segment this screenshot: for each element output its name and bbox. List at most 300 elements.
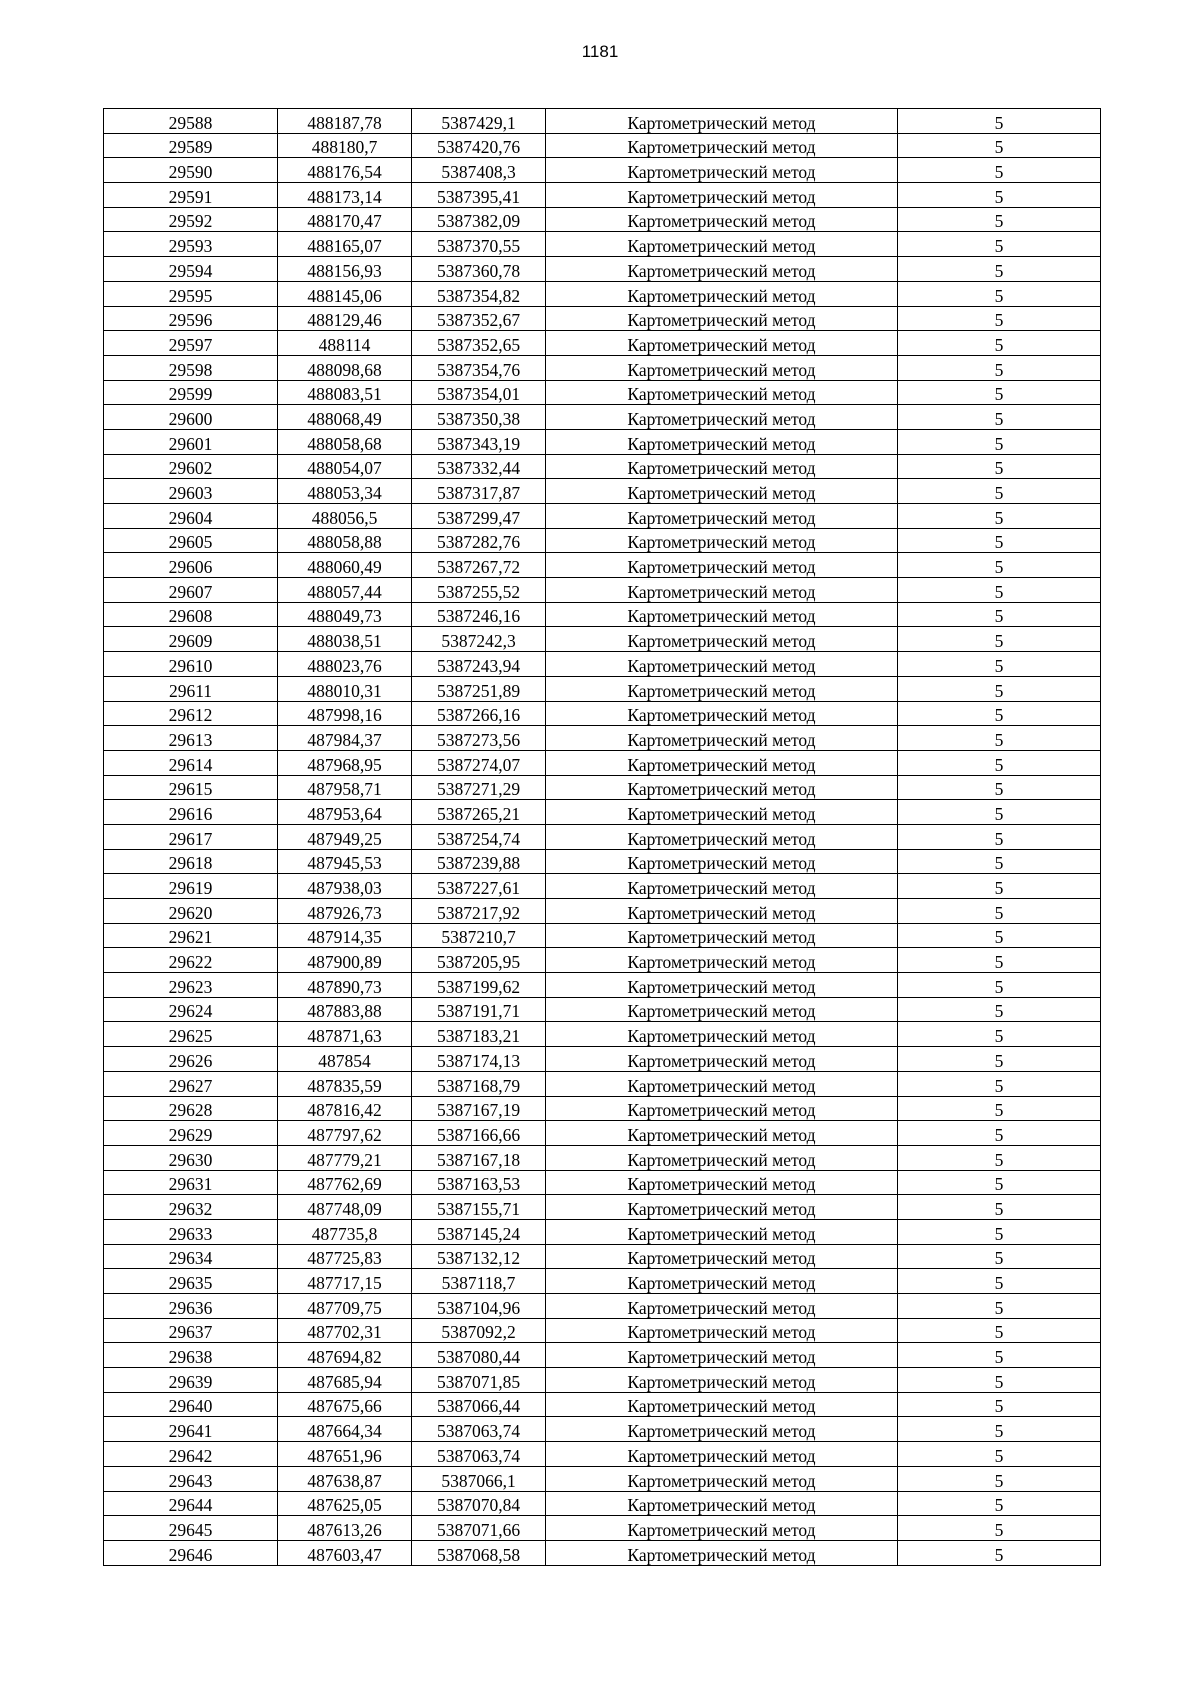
y-coordinate-cell: 5387205,95 (412, 948, 546, 973)
x-coordinate-cell: 488170,47 (278, 207, 412, 232)
table-row (104, 183, 1101, 208)
point-number-cell: 29615 (104, 775, 278, 800)
table-row (104, 133, 1101, 158)
table-row (104, 948, 1101, 973)
accuracy-cell: 5 (898, 1121, 1101, 1146)
y-coordinate-cell: 5387118,7 (412, 1269, 546, 1294)
point-number-cell: 29614 (104, 750, 278, 775)
y-coordinate-cell: 5387174,13 (412, 1047, 546, 1072)
point-number-cell: 29628 (104, 1096, 278, 1121)
y-coordinate-cell: 5387071,85 (412, 1368, 546, 1393)
method-cell: Картометрический метод (546, 183, 898, 208)
accuracy-cell: 5 (898, 504, 1101, 529)
point-number-cell: 29609 (104, 627, 278, 652)
accuracy-cell: 5 (898, 1516, 1101, 1541)
point-number-cell: 29632 (104, 1195, 278, 1220)
method-cell: Картометрический метод (546, 133, 898, 158)
method-cell: Картометрический метод (546, 750, 898, 775)
table-row (104, 1417, 1101, 1442)
table-row (104, 454, 1101, 479)
method-cell: Картометрический метод (546, 306, 898, 331)
table-row (104, 627, 1101, 652)
accuracy-cell: 5 (898, 232, 1101, 257)
method-cell: Картометрический метод (546, 479, 898, 504)
table-row (104, 1145, 1101, 1170)
x-coordinate-cell: 487958,71 (278, 775, 412, 800)
accuracy-cell: 5 (898, 405, 1101, 430)
table-row (104, 652, 1101, 677)
x-coordinate-cell: 488180,7 (278, 133, 412, 158)
method-cell: Картометрический метод (546, 158, 898, 183)
point-number-cell: 29636 (104, 1294, 278, 1319)
accuracy-cell: 5 (898, 1244, 1101, 1269)
y-coordinate-cell: 5387354,01 (412, 380, 546, 405)
point-number-cell: 29613 (104, 726, 278, 751)
method-cell: Картометрический метод (546, 1269, 898, 1294)
table-row (104, 1368, 1101, 1393)
method-cell: Картометрический метод (546, 948, 898, 973)
accuracy-cell: 5 (898, 1318, 1101, 1343)
point-number-cell: 29643 (104, 1466, 278, 1491)
table-row (104, 1170, 1101, 1195)
method-cell: Картометрический метод (546, 997, 898, 1022)
x-coordinate-cell: 487702,31 (278, 1318, 412, 1343)
x-coordinate-cell: 487914,35 (278, 923, 412, 948)
x-coordinate-cell: 487603,47 (278, 1540, 412, 1565)
y-coordinate-cell: 5387080,44 (412, 1343, 546, 1368)
y-coordinate-cell: 5387273,56 (412, 726, 546, 751)
accuracy-cell: 5 (898, 1219, 1101, 1244)
accuracy-cell: 5 (898, 479, 1101, 504)
x-coordinate-cell: 487816,42 (278, 1096, 412, 1121)
x-coordinate-cell: 488156,93 (278, 257, 412, 282)
x-coordinate-cell: 487664,34 (278, 1417, 412, 1442)
table-row (104, 232, 1101, 257)
method-cell: Картометрический метод (546, 257, 898, 282)
x-coordinate-cell: 488114 (278, 331, 412, 356)
x-coordinate-cell: 488054,07 (278, 454, 412, 479)
accuracy-cell: 5 (898, 948, 1101, 973)
table-row (104, 1540, 1101, 1565)
y-coordinate-cell: 5387063,74 (412, 1417, 546, 1442)
y-coordinate-cell: 5387242,3 (412, 627, 546, 652)
accuracy-cell: 5 (898, 578, 1101, 603)
table-row (104, 158, 1101, 183)
accuracy-cell: 5 (898, 1491, 1101, 1516)
coordinates-table-body (104, 109, 1101, 1566)
method-cell: Картометрический метод (546, 1318, 898, 1343)
method-cell: Картометрический метод (546, 701, 898, 726)
table-row (104, 331, 1101, 356)
y-coordinate-cell: 5387246,16 (412, 602, 546, 627)
y-coordinate-cell: 5387271,29 (412, 775, 546, 800)
method-cell: Картометрический метод (546, 1417, 898, 1442)
y-coordinate-cell: 5387070,84 (412, 1491, 546, 1516)
method-cell: Картометрический метод (546, 1368, 898, 1393)
x-coordinate-cell: 488068,49 (278, 405, 412, 430)
method-cell: Картометрический метод (546, 1516, 898, 1541)
y-coordinate-cell: 5387239,88 (412, 849, 546, 874)
y-coordinate-cell: 5387354,82 (412, 281, 546, 306)
point-number-cell: 29629 (104, 1121, 278, 1146)
method-cell: Картометрический метод (546, 824, 898, 849)
x-coordinate-cell: 487709,75 (278, 1294, 412, 1319)
coordinates-table (103, 108, 1101, 1566)
y-coordinate-cell: 5387168,79 (412, 1071, 546, 1096)
accuracy-cell: 5 (898, 1071, 1101, 1096)
table-row (104, 109, 1101, 134)
method-cell: Картометрический метод (546, 1466, 898, 1491)
method-cell: Картометрический метод (546, 405, 898, 430)
table-row (104, 553, 1101, 578)
y-coordinate-cell: 5387282,76 (412, 528, 546, 553)
y-coordinate-cell: 5387395,41 (412, 183, 546, 208)
x-coordinate-cell: 488176,54 (278, 158, 412, 183)
point-number-cell: 29634 (104, 1244, 278, 1269)
y-coordinate-cell: 5387227,61 (412, 874, 546, 899)
y-coordinate-cell: 5387354,76 (412, 355, 546, 380)
y-coordinate-cell: 5387155,71 (412, 1195, 546, 1220)
y-coordinate-cell: 5387066,44 (412, 1392, 546, 1417)
method-cell: Картометрический метод (546, 973, 898, 998)
y-coordinate-cell: 5387370,55 (412, 232, 546, 257)
x-coordinate-cell: 487638,87 (278, 1466, 412, 1491)
y-coordinate-cell: 5387167,19 (412, 1096, 546, 1121)
table-row (104, 281, 1101, 306)
y-coordinate-cell: 5387210,7 (412, 923, 546, 948)
method-cell: Картометрический метод (546, 1540, 898, 1565)
y-coordinate-cell: 5387420,76 (412, 133, 546, 158)
point-number-cell: 29617 (104, 824, 278, 849)
y-coordinate-cell: 5387332,44 (412, 454, 546, 479)
table-row (104, 429, 1101, 454)
table-row (104, 1442, 1101, 1467)
accuracy-cell: 5 (898, 380, 1101, 405)
x-coordinate-cell: 488056,5 (278, 504, 412, 529)
point-number-cell: 29606 (104, 553, 278, 578)
table-row (104, 1343, 1101, 1368)
table-row (104, 824, 1101, 849)
method-cell: Картометрический метод (546, 602, 898, 627)
point-number-cell: 29635 (104, 1269, 278, 1294)
method-cell: Картометрический метод (546, 1294, 898, 1319)
table-row (104, 1516, 1101, 1541)
method-cell: Картометрический метод (546, 1195, 898, 1220)
accuracy-cell: 5 (898, 1047, 1101, 1072)
method-cell: Картометрический метод (546, 775, 898, 800)
x-coordinate-cell: 487779,21 (278, 1145, 412, 1170)
x-coordinate-cell: 487748,09 (278, 1195, 412, 1220)
x-coordinate-cell: 488129,46 (278, 306, 412, 331)
table-row (104, 1269, 1101, 1294)
x-coordinate-cell: 487926,73 (278, 899, 412, 924)
method-cell: Картометрический метод (546, 331, 898, 356)
method-cell: Картометрический метод (546, 504, 898, 529)
method-cell: Картометрический метод (546, 380, 898, 405)
page-number: 1181 (581, 42, 619, 61)
x-coordinate-cell: 487968,95 (278, 750, 412, 775)
table-row (104, 676, 1101, 701)
table-row (104, 726, 1101, 751)
y-coordinate-cell: 5387191,71 (412, 997, 546, 1022)
x-coordinate-cell: 487949,25 (278, 824, 412, 849)
accuracy-cell: 5 (898, 800, 1101, 825)
accuracy-cell: 5 (898, 183, 1101, 208)
method-cell: Картометрический метод (546, 874, 898, 899)
accuracy-cell: 5 (898, 1343, 1101, 1368)
table-row (104, 1047, 1101, 1072)
method-cell: Картометрический метод (546, 281, 898, 306)
table-row (104, 849, 1101, 874)
accuracy-cell: 5 (898, 1022, 1101, 1047)
point-number-cell: 29622 (104, 948, 278, 973)
point-number-cell: 29638 (104, 1343, 278, 1368)
point-number-cell: 29637 (104, 1318, 278, 1343)
table-row (104, 1244, 1101, 1269)
x-coordinate-cell: 487694,82 (278, 1343, 412, 1368)
point-number-cell: 29620 (104, 899, 278, 924)
accuracy-cell: 5 (898, 701, 1101, 726)
point-number-cell: 29642 (104, 1442, 278, 1467)
method-cell: Картометрический метод (546, 578, 898, 603)
point-number-cell: 29645 (104, 1516, 278, 1541)
table-row (104, 479, 1101, 504)
point-number-cell: 29627 (104, 1071, 278, 1096)
y-coordinate-cell: 5387352,65 (412, 331, 546, 356)
point-number-cell: 29589 (104, 133, 278, 158)
table-row (104, 800, 1101, 825)
x-coordinate-cell: 487762,69 (278, 1170, 412, 1195)
accuracy-cell: 5 (898, 1170, 1101, 1195)
y-coordinate-cell: 5387166,66 (412, 1121, 546, 1146)
method-cell: Картометрический метод (546, 1343, 898, 1368)
method-cell: Картометрический метод (546, 429, 898, 454)
x-coordinate-cell: 487797,62 (278, 1121, 412, 1146)
x-coordinate-cell: 487651,96 (278, 1442, 412, 1467)
point-number-cell: 29625 (104, 1022, 278, 1047)
x-coordinate-cell: 487854 (278, 1047, 412, 1072)
accuracy-cell: 5 (898, 331, 1101, 356)
point-number-cell: 29612 (104, 701, 278, 726)
point-number-cell: 29593 (104, 232, 278, 257)
method-cell: Картометрический метод (546, 676, 898, 701)
point-number-cell: 29594 (104, 257, 278, 282)
point-number-cell: 29616 (104, 800, 278, 825)
x-coordinate-cell: 487717,15 (278, 1269, 412, 1294)
point-number-cell: 29588 (104, 109, 278, 134)
y-coordinate-cell: 5387360,78 (412, 257, 546, 282)
table-row (104, 923, 1101, 948)
method-cell: Картометрический метод (546, 800, 898, 825)
point-number-cell: 29602 (104, 454, 278, 479)
y-coordinate-cell: 5387068,58 (412, 1540, 546, 1565)
method-cell: Картометрический метод (546, 454, 898, 479)
x-coordinate-cell: 487883,88 (278, 997, 412, 1022)
accuracy-cell: 5 (898, 1540, 1101, 1565)
table-row (104, 578, 1101, 603)
y-coordinate-cell: 5387266,16 (412, 701, 546, 726)
table-row (104, 1219, 1101, 1244)
y-coordinate-cell: 5387167,18 (412, 1145, 546, 1170)
point-number-cell: 29644 (104, 1491, 278, 1516)
x-coordinate-cell: 487725,83 (278, 1244, 412, 1269)
accuracy-cell: 5 (898, 923, 1101, 948)
accuracy-cell: 5 (898, 133, 1101, 158)
method-cell: Картометрический метод (546, 1096, 898, 1121)
x-coordinate-cell: 488187,78 (278, 109, 412, 134)
table-row (104, 775, 1101, 800)
method-cell: Картометрический метод (546, 923, 898, 948)
method-cell: Картометрический метод (546, 1121, 898, 1146)
accuracy-cell: 5 (898, 1269, 1101, 1294)
accuracy-cell: 5 (898, 627, 1101, 652)
x-coordinate-cell: 488060,49 (278, 553, 412, 578)
x-coordinate-cell: 488023,76 (278, 652, 412, 677)
table-row (104, 1491, 1101, 1516)
accuracy-cell: 5 (898, 1392, 1101, 1417)
table-row (104, 1318, 1101, 1343)
point-number-cell: 29610 (104, 652, 278, 677)
x-coordinate-cell: 488058,68 (278, 429, 412, 454)
x-coordinate-cell: 487953,64 (278, 800, 412, 825)
table-row (104, 997, 1101, 1022)
y-coordinate-cell: 5387265,21 (412, 800, 546, 825)
accuracy-cell: 5 (898, 899, 1101, 924)
table-row (104, 750, 1101, 775)
point-number-cell: 29608 (104, 602, 278, 627)
point-number-cell: 29607 (104, 578, 278, 603)
method-cell: Картометрический метод (546, 1392, 898, 1417)
table-row (104, 1294, 1101, 1319)
x-coordinate-cell: 488049,73 (278, 602, 412, 627)
method-cell: Картометрический метод (546, 1022, 898, 1047)
method-cell: Картометрический метод (546, 1170, 898, 1195)
accuracy-cell: 5 (898, 652, 1101, 677)
y-coordinate-cell: 5387145,24 (412, 1219, 546, 1244)
table-row (104, 1121, 1101, 1146)
point-number-cell: 29646 (104, 1540, 278, 1565)
method-cell: Картометрический метод (546, 1491, 898, 1516)
accuracy-cell: 5 (898, 553, 1101, 578)
point-number-cell: 29591 (104, 183, 278, 208)
accuracy-cell: 5 (898, 306, 1101, 331)
accuracy-cell: 5 (898, 1096, 1101, 1121)
x-coordinate-cell: 487613,26 (278, 1516, 412, 1541)
point-number-cell: 29631 (104, 1170, 278, 1195)
accuracy-cell: 5 (898, 676, 1101, 701)
accuracy-cell: 5 (898, 1417, 1101, 1442)
table-row (104, 701, 1101, 726)
accuracy-cell: 5 (898, 750, 1101, 775)
point-number-cell: 29601 (104, 429, 278, 454)
accuracy-cell: 5 (898, 1145, 1101, 1170)
y-coordinate-cell: 5387317,87 (412, 479, 546, 504)
accuracy-cell: 5 (898, 281, 1101, 306)
x-coordinate-cell: 487984,37 (278, 726, 412, 751)
y-coordinate-cell: 5387299,47 (412, 504, 546, 529)
y-coordinate-cell: 5387267,72 (412, 553, 546, 578)
accuracy-cell: 5 (898, 109, 1101, 134)
y-coordinate-cell: 5387429,1 (412, 109, 546, 134)
x-coordinate-cell: 488145,06 (278, 281, 412, 306)
y-coordinate-cell: 5387217,92 (412, 899, 546, 924)
x-coordinate-cell: 488053,34 (278, 479, 412, 504)
point-number-cell: 29599 (104, 380, 278, 405)
table-row (104, 306, 1101, 331)
method-cell: Картометрический метод (546, 355, 898, 380)
x-coordinate-cell: 487890,73 (278, 973, 412, 998)
x-coordinate-cell: 488010,31 (278, 676, 412, 701)
accuracy-cell: 5 (898, 997, 1101, 1022)
accuracy-cell: 5 (898, 454, 1101, 479)
accuracy-cell: 5 (898, 973, 1101, 998)
point-number-cell: 29623 (104, 973, 278, 998)
point-number-cell: 29598 (104, 355, 278, 380)
x-coordinate-cell: 487835,59 (278, 1071, 412, 1096)
y-coordinate-cell: 5387066,1 (412, 1466, 546, 1491)
point-number-cell: 29641 (104, 1417, 278, 1442)
table-row (104, 1466, 1101, 1491)
y-coordinate-cell: 5387183,21 (412, 1022, 546, 1047)
x-coordinate-cell: 487945,53 (278, 849, 412, 874)
accuracy-cell: 5 (898, 824, 1101, 849)
table-row (104, 1195, 1101, 1220)
table-row (104, 874, 1101, 899)
y-coordinate-cell: 5387243,94 (412, 652, 546, 677)
x-coordinate-cell: 488057,44 (278, 578, 412, 603)
table-row (104, 1096, 1101, 1121)
point-number-cell: 29639 (104, 1368, 278, 1393)
y-coordinate-cell: 5387382,09 (412, 207, 546, 232)
method-cell: Картометрический метод (546, 627, 898, 652)
table-row (104, 1022, 1101, 1047)
method-cell: Картометрический метод (546, 1071, 898, 1096)
method-cell: Картометрический метод (546, 1047, 898, 1072)
y-coordinate-cell: 5387104,96 (412, 1294, 546, 1319)
accuracy-cell: 5 (898, 602, 1101, 627)
method-cell: Картометрический метод (546, 849, 898, 874)
accuracy-cell: 5 (898, 1466, 1101, 1491)
x-coordinate-cell: 487871,63 (278, 1022, 412, 1047)
method-cell: Картометрический метод (546, 726, 898, 751)
x-coordinate-cell: 488165,07 (278, 232, 412, 257)
point-number-cell: 29624 (104, 997, 278, 1022)
x-coordinate-cell: 488058,88 (278, 528, 412, 553)
point-number-cell: 29611 (104, 676, 278, 701)
x-coordinate-cell: 487685,94 (278, 1368, 412, 1393)
accuracy-cell: 5 (898, 775, 1101, 800)
accuracy-cell: 5 (898, 1368, 1101, 1393)
x-coordinate-cell: 488038,51 (278, 627, 412, 652)
x-coordinate-cell: 487998,16 (278, 701, 412, 726)
x-coordinate-cell: 488098,68 (278, 355, 412, 380)
method-cell: Картометрический метод (546, 899, 898, 924)
y-coordinate-cell: 5387343,19 (412, 429, 546, 454)
table-row (104, 528, 1101, 553)
point-number-cell: 29633 (104, 1219, 278, 1244)
y-coordinate-cell: 5387254,74 (412, 824, 546, 849)
point-number-cell: 29626 (104, 1047, 278, 1072)
method-cell: Картометрический метод (546, 207, 898, 232)
y-coordinate-cell: 5387132,12 (412, 1244, 546, 1269)
table-row (104, 973, 1101, 998)
table-row (104, 207, 1101, 232)
x-coordinate-cell: 488173,14 (278, 183, 412, 208)
point-number-cell: 29596 (104, 306, 278, 331)
accuracy-cell: 5 (898, 1195, 1101, 1220)
point-number-cell: 29640 (104, 1392, 278, 1417)
x-coordinate-cell: 487625,05 (278, 1491, 412, 1516)
